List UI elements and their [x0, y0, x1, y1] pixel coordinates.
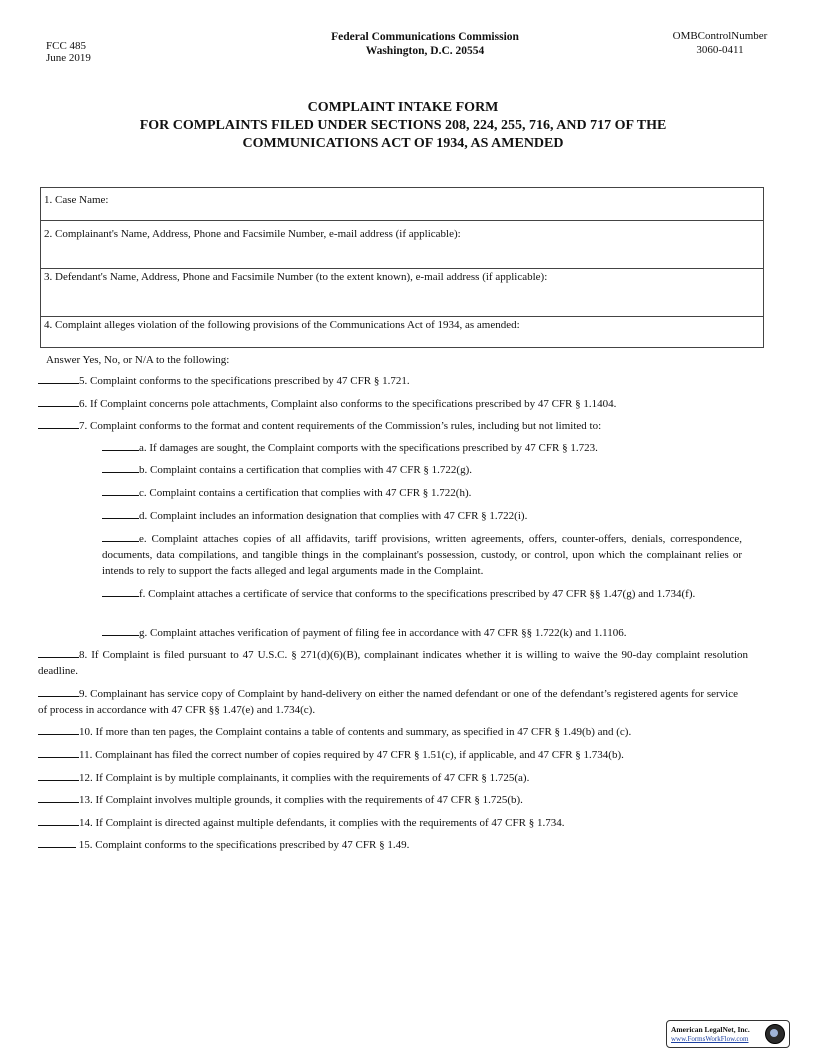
item-8-text: 8. If Complaint is filed pursuant to 47 U.S.C. § 271(d)(6)(B), complainant indicates whether it is willing to waive the 90-day complaint resolution deadline. — [38, 649, 748, 677]
answer-blank-15[interactable] — [38, 837, 76, 848]
item-14 — [38, 815, 564, 831]
title-line-1: COMPLAINT INTAKE FORM — [307, 100, 499, 115]
globe-icon — [765, 1024, 785, 1044]
answer-blank-14[interactable] — [38, 815, 79, 826]
omb-label: OMBControlNumber — [672, 30, 768, 42]
complainant-label: 2. Complainant's Name, Address, Phone and Facsimile Number, e-mail address (if applicable): — [44, 228, 461, 240]
item-14-text: 14. If Complaint is directed against multiple defendants, it complies with the requirements of 47 CFR § 1.734. — [79, 817, 565, 829]
answer-instructions: Answer Yes, No, or N/A to the following: — [46, 354, 230, 366]
answer-blank-7c[interactable] — [102, 485, 139, 496]
case-name-label: 1. Case Name: — [44, 194, 109, 206]
item-8 — [38, 647, 748, 679]
item-7e-text: e. Complaint attaches copies of all affidavits, tariff provisions, written agreements, offers, counter-offers, denials, correspondence, documents, data compilations, and tangible things in the complainant's possession, custody, or control, upon which the complainant relies or intends to rely to support the facts alleged and legal arguments made in the Complaint. — [102, 533, 742, 577]
item-7e — [102, 531, 742, 579]
item-12-text: 12. If Complaint is by multiple complainants, it complies with the requirements of 47 CFR § 1.725(a). — [79, 772, 530, 784]
answer-blank-7b[interactable] — [102, 462, 139, 473]
title-line-2: FOR COMPLAINTS FILED UNDER SECTIONS 208, 224, 255, 716, AND 717 OF THE — [139, 118, 667, 133]
defendant-label: 3. Defendant's Name, Address, Phone and Facsimile Number (to the extent known), e-mail address (if applicable): — [44, 271, 548, 283]
answer-blank-7f[interactable] — [102, 586, 139, 597]
title-line-3: COMMUNICATIONS ACT OF 1934, AS AMENDED — [242, 136, 564, 151]
defendant-field[interactable] — [41, 269, 763, 317]
item-7-text: 7. Complaint conforms to the format and content requirements of the Commission’s rules, including but not limited to: — [79, 420, 602, 432]
item-15 — [38, 837, 409, 853]
item-7 — [38, 418, 601, 434]
answer-blank-6[interactable] — [38, 396, 79, 407]
item-10 — [38, 724, 631, 740]
answer-blank-12[interactable] — [38, 770, 79, 781]
omb-block — [660, 29, 780, 57]
item-7b — [102, 462, 472, 478]
answer-blank-7g[interactable] — [102, 625, 139, 636]
form-date: June 2019 — [46, 52, 91, 64]
item-7d-text: d. Complaint includes an information designation that complies with 47 CFR § 1.722(i). — [139, 510, 528, 522]
agency-block — [280, 30, 570, 58]
item-7f-text: f. Complaint attaches a certificate of service that conforms to the specifications prescribed by 47 CFR §§ 1.47(g) and 1.734(f). — [139, 588, 696, 600]
answer-blank-9[interactable] — [38, 686, 79, 697]
answer-blank-10[interactable] — [38, 724, 79, 735]
item-7g-text: g. Complaint attaches verification of payment of filing fee in accordance with 47 CFR §§ 1.722(k) and 1.1106. — [139, 627, 627, 639]
provisions-label: 4. Complaint alleges violation of the following provisions of the Communications Act of 1934, as amended: — [44, 319, 520, 331]
item-15-text: 15. Complaint conforms to the specifications prescribed by 47 CFR § 1.49. — [78, 839, 410, 851]
case-name-field[interactable] — [41, 188, 763, 221]
item-7b-text: b. Complaint contains a certification that complies with 47 CFR § 1.722(g). — [139, 464, 473, 476]
form-number: FCC 485 — [46, 40, 87, 52]
american-legalnet-logo[interactable] — [666, 1020, 790, 1048]
answer-blank-11[interactable] — [38, 747, 79, 758]
item-7d — [102, 508, 527, 524]
logo-url[interactable]: www.FormsWorkFlow.com — [671, 1035, 749, 1043]
complainant-field[interactable] — [41, 221, 763, 269]
form-id-block — [46, 40, 91, 64]
item-7f — [102, 586, 716, 602]
item-5-text: 5. Complaint conforms to the specifications prescribed by 47 CFR § 1.721. — [79, 375, 410, 387]
agency-location: Washington, D.C. 20554 — [365, 45, 485, 57]
logo-company-name: American LegalNet, Inc. — [671, 1025, 750, 1034]
item-5 — [38, 373, 410, 389]
answer-blank-5[interactable] — [38, 373, 79, 384]
agency-name: Federal Communications Commission — [331, 31, 519, 43]
answer-blank-13[interactable] — [38, 792, 79, 803]
item-6 — [38, 396, 616, 412]
item-11 — [38, 747, 624, 763]
answer-blank-7[interactable] — [38, 418, 79, 429]
item-13 — [38, 792, 523, 808]
provisions-field[interactable] — [41, 317, 763, 348]
item-7g — [102, 625, 626, 641]
item-7a — [102, 440, 598, 456]
form-title — [60, 99, 746, 153]
item-12 — [38, 770, 529, 786]
item-9 — [38, 686, 738, 718]
answer-blank-7a[interactable] — [102, 440, 139, 451]
omb-number: 3060-0411 — [696, 44, 744, 56]
item-7c-text: c. Complaint contains a certification that complies with 47 CFR § 1.722(h). — [139, 487, 472, 499]
answer-blank-7d[interactable] — [102, 508, 139, 519]
item-7c — [102, 485, 471, 501]
answer-blank-8[interactable] — [38, 647, 79, 658]
item-10-text: 10. If more than ten pages, the Complaint contains a table of contents and summary, as specified in 47 CFR § 1.49(b) and (c). — [79, 726, 632, 738]
item-9-text: 9. Complainant has service copy of Complaint by hand-delivery on either the named defendant or one of the defendant’s registered agents for service of process in accordance with 47 CFR §§ 1.47(e) and 1.734(c). — [38, 688, 738, 716]
item-6-text: 6. If Complaint concerns pole attachments, Complaint also conforms to the specifications prescribed by 47 CFR § 1.1404. — [79, 398, 617, 410]
case-info-box — [40, 187, 764, 348]
item-13-text: 13. If Complaint involves multiple grounds, it complies with the requirements of 47 CFR § 1.725(b). — [79, 794, 523, 806]
answer-blank-7e[interactable] — [102, 531, 139, 542]
item-7a-text: a. If damages are sought, the Complaint comports with the specifications prescribed by 47 CFR § 1.723. — [139, 442, 598, 454]
item-11-text: 11. Complainant has filed the correct number of copies required by 47 CFR § 1.51(c), if applicable, and 47 CFR § 1.734(b). — [79, 749, 624, 761]
